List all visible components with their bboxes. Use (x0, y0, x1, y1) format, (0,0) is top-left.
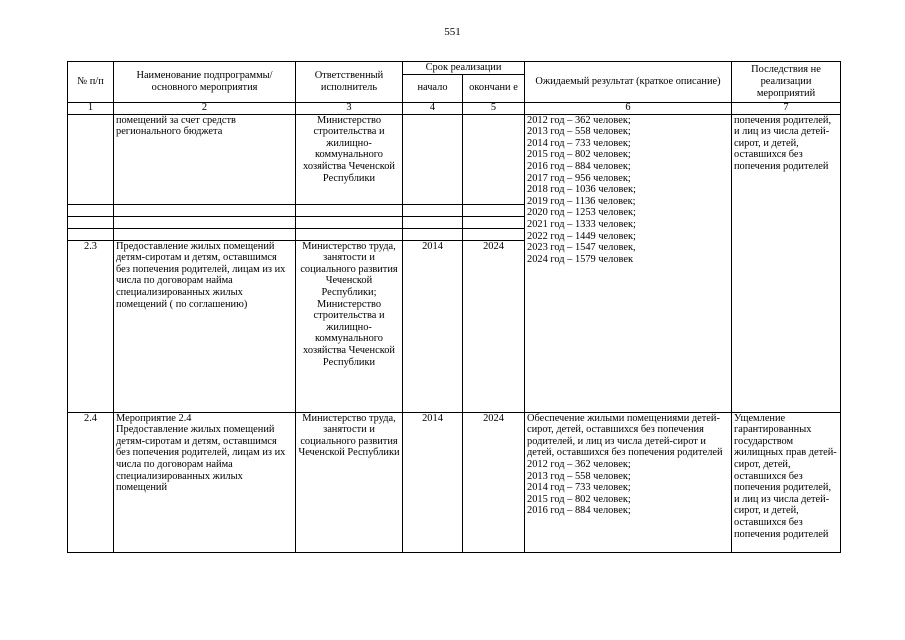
header-executor: Ответственный исполнитель (296, 62, 403, 103)
program-table (67, 61, 841, 553)
header-start: начало (403, 74, 463, 102)
row-23-num: 2.3 (68, 240, 114, 412)
row-24-name-title: Мероприятие 2.4 (116, 412, 192, 424)
row-23-executor (296, 240, 403, 412)
row-24-num: 2.4 (68, 412, 114, 552)
row-cont-name: помещений за счет средств регионального бюджета (114, 114, 296, 204)
table-row (68, 114, 841, 204)
result-line: 2012 год – 362 человек; (527, 114, 631, 126)
result-line: 2013 год – 558 человек; (527, 126, 631, 138)
result-line: 2021 год – 1333 человек; (527, 218, 636, 230)
row-23-start: 2014 (403, 240, 463, 412)
result-line: 2014 год – 733 человек; (527, 137, 631, 149)
column-numbers-row (68, 102, 841, 114)
row-cont-consequence: попечения родителей, и лиц из числа детей-сирот, и детей, оставшихся без попечения родителей (732, 114, 841, 412)
page-number: 551 (444, 26, 461, 38)
column-number: 6 (525, 102, 732, 114)
column-number: 3 (296, 102, 403, 114)
header-end: окончани е (463, 74, 525, 102)
result-line: 2019 год – 1136 человек; (527, 195, 636, 207)
result-line: 2024 год – 1579 человек (527, 253, 634, 265)
result-line: 2014 год – 733 человек; (527, 482, 631, 494)
result-line: 2023 год – 1547 человек, (527, 242, 636, 254)
header-consequence: Последствия не реализации мероприятий (732, 62, 841, 103)
header-name: Наименование подпрограммы/ основного мероприятия (114, 62, 296, 103)
result-line: 2016 год – 884 человек; (527, 505, 631, 517)
row-24-start: 2014 (403, 412, 463, 552)
result-line: 2022 год – 1449 человек; (527, 230, 636, 242)
result-line: 2017 год – 956 человек; (527, 172, 631, 184)
header-num: № п/п (68, 62, 114, 103)
column-number: 7 (732, 102, 841, 114)
row-23-name: Предоставление жилых помещений детям-сиротам и детям, оставшимся без попечения родителей, лицам из их числа по договорам найма специализированных жилых помещений ( по соглашению) (114, 240, 296, 412)
result-line: 2013 год – 558 человек; (527, 470, 631, 482)
row-24-result (525, 412, 732, 552)
header-result: Ожидаемый результат (краткое описание) (525, 62, 732, 103)
result-line: 2015 год – 802 человек; (527, 149, 631, 161)
result-line: 2020 год – 1253 человек; (527, 207, 636, 219)
row-24-consequence: Ущемление гарантированных государством жилищных прав детей-сирот, детей, оставшихся без попечения родителей, и лиц из числа детей-сирот, и детей, оставшихся без попечения родителей (732, 412, 841, 552)
row-24-end: 2024 (463, 412, 525, 552)
table-row (68, 412, 841, 552)
row-23-end: 2024 (463, 240, 525, 412)
row-24-executor: Министерство труда, занятости и социального развития Чеченской Республики (296, 412, 403, 552)
row-cont-result (525, 114, 732, 412)
result-line: 2016 год – 884 человек; (527, 160, 631, 172)
row-cont-executor: Министерство строительства и жилищно-коммунального хозяйства Чеченской Республики (296, 114, 403, 204)
row-24-name-text: Предоставление жилых помещений детям-сиротам и детям, оставшимся без попечения родителей, лицам из их числа по договорам найма специализированных жилых помещений (116, 424, 286, 494)
result-line: 2012 год – 362 человек; (527, 458, 631, 470)
result-line: 2015 год – 802 человек; (527, 493, 631, 505)
result-line: 2018 год – 1036 человек; (527, 184, 636, 196)
row-23-executor-1: Министерство труда, занятости и социального развития Чеченской Республики; (300, 240, 398, 298)
row-24-result-text: Обеспечение жилыми помещениями детей-сирот, детей, оставшихся без попечения родителей, и лиц из числа детей-сирот и детей, оставшихся без попечения родителей (527, 412, 723, 459)
row-23-executor-2: Министерство строительства и жилищно-коммунального хозяйства Чеченской Республики (303, 298, 395, 368)
column-number: 2 (114, 102, 296, 114)
column-number: 4 (403, 102, 463, 114)
row-24-name (114, 412, 296, 552)
column-number: 5 (463, 102, 525, 114)
column-number: 1 (68, 102, 114, 114)
header-term: Срок реализации (403, 62, 525, 75)
